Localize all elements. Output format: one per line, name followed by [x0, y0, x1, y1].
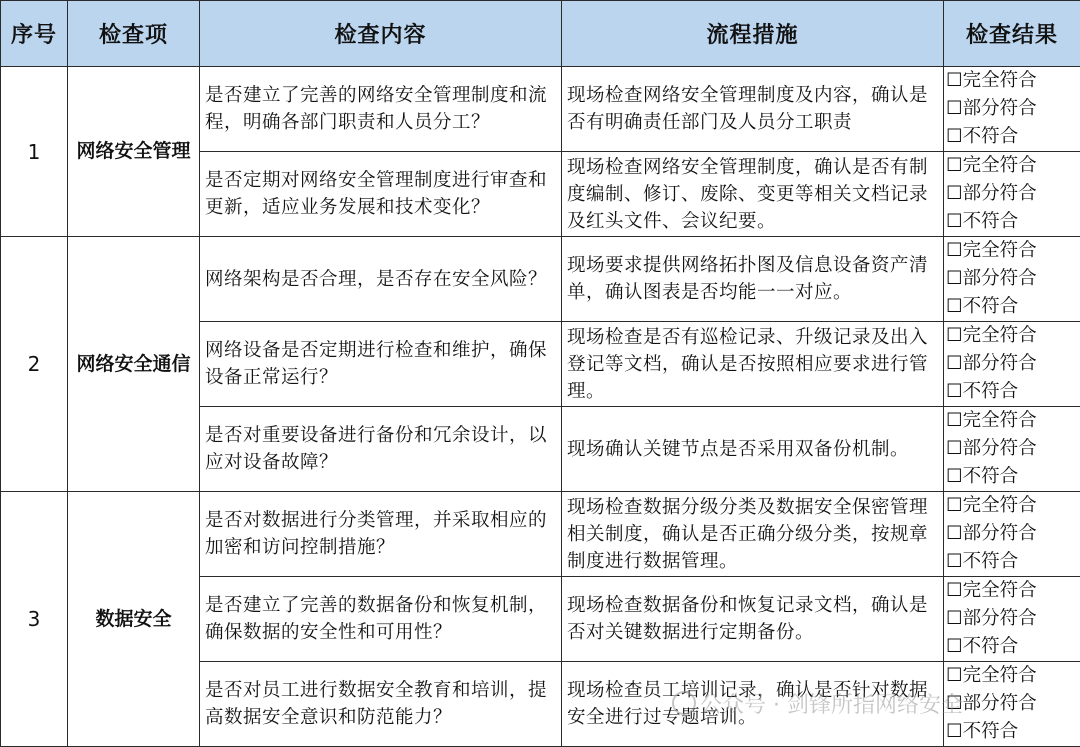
result-cell — [944, 662, 1080, 747]
check-content: 是否建立了完善的网络安全管理制度和流程，明确各部门职责和人员分工？ — [200, 67, 562, 152]
check-content: 是否对重要设备进行备份和冗余设计，以应对设备故障？ — [200, 407, 562, 492]
result-option-none[interactable]: ☐不符合 — [946, 381, 1019, 402]
result-option-none[interactable]: ☐不符合 — [946, 636, 1019, 657]
group-number: 3 — [1, 492, 68, 747]
result-cell — [944, 492, 1080, 577]
process-measure: 现场确认关键节点是否采用双备份机制。 — [562, 407, 944, 492]
header-category: 检查项 — [68, 1, 200, 67]
group-category: 数据安全 — [68, 492, 200, 747]
result-option-full[interactable]: ☐完全符合 — [946, 410, 1037, 431]
result-cell — [944, 67, 1080, 152]
process-measure: 现场检查数据备份和恢复记录文档，确认是否对关键数据进行定期备份。 — [562, 577, 944, 662]
result-option-full[interactable]: ☐完全符合 — [946, 155, 1037, 176]
result-option-full[interactable]: ☐完全符合 — [946, 665, 1037, 686]
result-cell — [944, 322, 1080, 407]
table-row — [1, 492, 1080, 577]
header-row — [1, 1, 1080, 67]
group-number: 2 — [1, 237, 68, 492]
table-row — [1, 67, 1080, 152]
check-content: 网络架构是否合理，是否存在安全风险？ — [200, 237, 562, 322]
process-measure: 现场检查员工培训记录，确认是否针对数据安全进行过专题培训。 — [562, 662, 944, 747]
result-option-partial[interactable]: ☐部分符合 — [946, 693, 1037, 714]
result-option-none[interactable]: ☐不符合 — [946, 466, 1019, 487]
check-content: 网络设备是否定期进行检查和维护，确保设备正常运行？ — [200, 322, 562, 407]
result-option-none[interactable]: ☐不符合 — [946, 551, 1019, 572]
header-no: 序号 — [1, 1, 68, 67]
result-cell — [944, 407, 1080, 492]
result-option-full[interactable]: ☐完全符合 — [946, 240, 1037, 261]
result-option-partial[interactable]: ☐部分符合 — [946, 98, 1037, 119]
process-measure: 现场检查网络安全管理制度，确认是否有制度编制、修订、废除、变更等相关文档记录及红头文件、会议纪要。 — [562, 152, 944, 237]
process-measure: 现场要求提供网络拓扑图及信息设备资产清单，确认图表是否均能一一对应。 — [562, 237, 944, 322]
result-option-partial[interactable]: ☐部分符合 — [946, 438, 1037, 459]
header-content: 检查内容 — [200, 1, 562, 67]
result-cell — [944, 152, 1080, 237]
result-cell — [944, 577, 1080, 662]
result-option-full[interactable]: ☐完全符合 — [946, 325, 1037, 346]
result-option-none[interactable]: ☐不符合 — [946, 211, 1019, 232]
table-row — [1, 237, 1080, 322]
result-option-full[interactable]: ☐完全符合 — [946, 70, 1037, 91]
result-option-none[interactable]: ☐不符合 — [946, 296, 1019, 317]
result-option-none[interactable]: ☐不符合 — [946, 721, 1019, 742]
check-content: 是否对数据进行分类管理，并采取相应的加密和访问控制措施？ — [200, 492, 562, 577]
group-category: 网络安全通信 — [68, 237, 200, 492]
header-result: 检查结果 — [944, 1, 1080, 67]
result-option-partial[interactable]: ☐部分符合 — [946, 353, 1037, 374]
result-option-none[interactable]: ☐不符合 — [946, 126, 1019, 147]
group-number: 1 — [1, 67, 68, 237]
result-option-partial[interactable]: ☐部分符合 — [946, 608, 1037, 629]
result-option-partial[interactable]: ☐部分符合 — [946, 268, 1037, 289]
header-measure: 流程措施 — [562, 1, 944, 67]
result-option-partial[interactable]: ☐部分符合 — [946, 523, 1037, 544]
process-measure: 现场检查是否有巡检记录、升级记录及出入登记等文档，确认是否按照相应要求进行管理。 — [562, 322, 944, 407]
process-measure: 现场检查数据分级分类及数据安全保密管理相关制度，确认是否正确分级分类，按规章制度进行数据管理。 — [562, 492, 944, 577]
result-option-full[interactable]: ☐完全符合 — [946, 580, 1037, 601]
check-content: 是否定期对网络安全管理制度进行审查和更新，适应业务发展和技术变化？ — [200, 152, 562, 237]
check-content: 是否建立了完善的数据备份和恢复机制，确保数据的安全性和可用性？ — [200, 577, 562, 662]
result-cell — [944, 237, 1080, 322]
result-option-partial[interactable]: ☐部分符合 — [946, 183, 1037, 204]
result-option-full[interactable]: ☐完全符合 — [946, 495, 1037, 516]
watermark-text: 公众号 · 剑锋所指网络安全 — [700, 693, 963, 718]
check-content: 是否对员工进行数据安全教育和培训，提高数据安全意识和防范能力？ — [200, 662, 562, 747]
group-category: 网络安全管理 — [68, 67, 200, 237]
process-measure: 现场检查网络安全管理制度及内容，确认是否有明确责任部门及人员分工职责 — [562, 67, 944, 152]
